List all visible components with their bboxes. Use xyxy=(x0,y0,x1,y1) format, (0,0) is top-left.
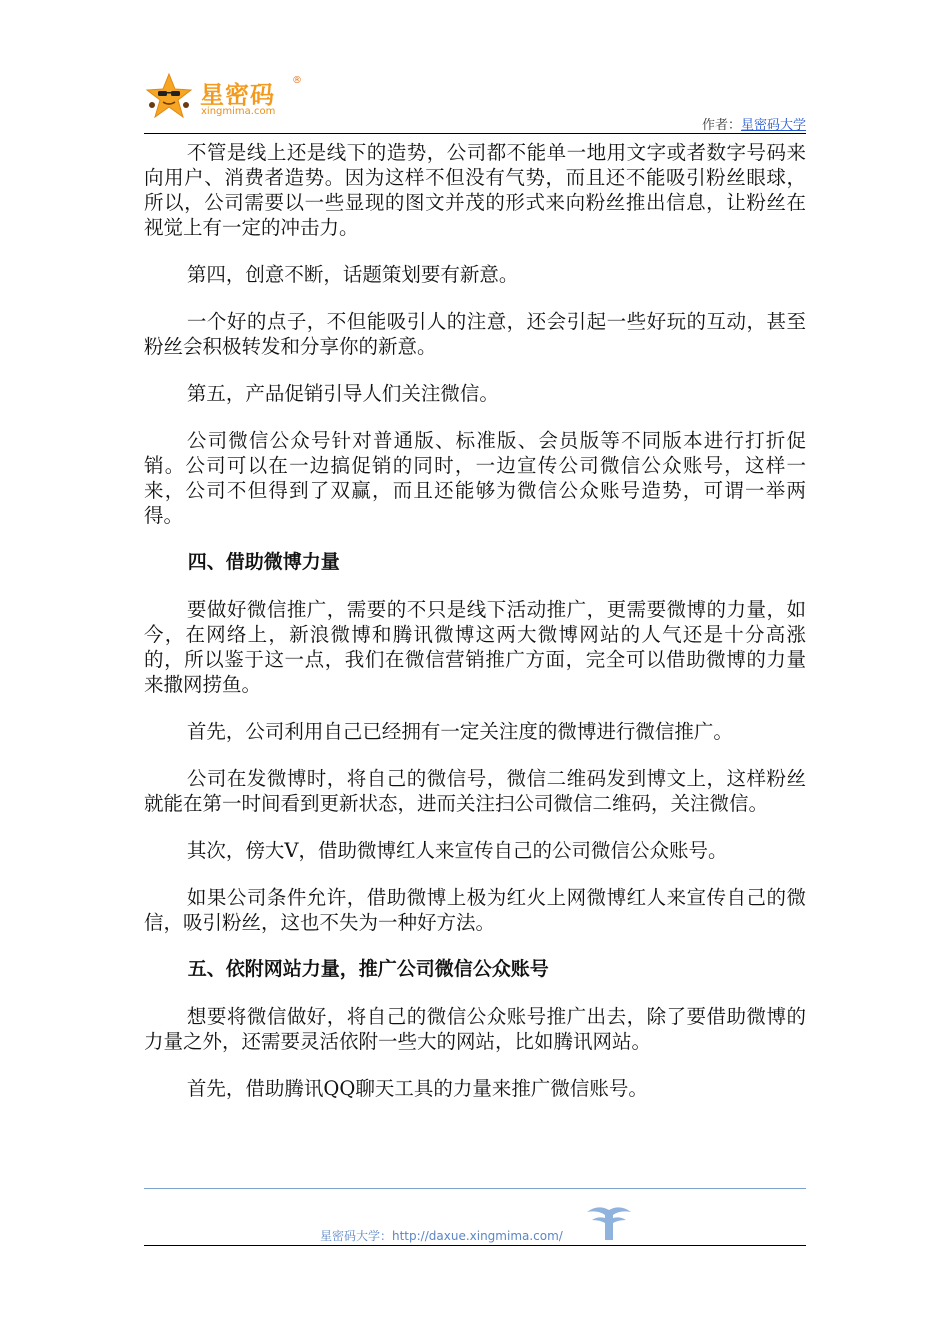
paragraph: 一个好的点子，不但能吸引人的注意，还会引起一些好玩的互动，甚至粉丝会积极转发和分享你的新意。 xyxy=(144,310,806,358)
paragraph: 第四，创意不断，话题策划要有新意。 xyxy=(186,263,519,286)
paragraph: 不管是线上还是线下的造势，公司都不能单一地用文字或者数字号码来向用户、消费者造势。因为这样不但没有气势，而且还不能吸引粉丝眼球，所以，公司需要以一些显现的图文并茂的形式来向粉丝推出信息，让粉丝在视觉上有一定的冲击力。 xyxy=(144,141,806,239)
paragraph: 第五，产品促销引导人们关注微信。 xyxy=(186,382,499,405)
page-header xyxy=(144,66,806,132)
brand-domain: xingmima.com xyxy=(201,106,276,117)
registered-mark: ® xyxy=(292,75,302,86)
article-body xyxy=(144,140,806,1123)
paragraph: 首先，借助腾讯QQ聊天工具的力量来推广微信账号。 xyxy=(186,1077,648,1100)
paragraph: 公司微信公众号针对普通版、标准版、会员版等不同版本进行打折促销。公司可以在一边搞促销的同时，一边宣传公司微信公众账号，这样一来，公司不但得到了双赢，而且还能够为微信公众账号造势，可谓一举两得。 xyxy=(144,429,806,527)
author-link[interactable]: 星密码大学 xyxy=(740,118,806,133)
paragraph: 如果公司条件允许，借助微博上极为红火上网微博红人来宣传自己的微信，吸引粉丝，这也不失为一种好方法。 xyxy=(144,886,806,934)
footer-divider-bottom xyxy=(144,1245,806,1246)
brand-name: 星密码 xyxy=(200,81,275,109)
section-heading: 五、依附网站力量，推广公司微信公众账号 xyxy=(187,958,549,980)
brand-logo xyxy=(144,72,314,122)
paragraph: 要做好微信推广，需要的不只是线下活动推广，更需要微博的力量，如今，在网络上，新浪微博和腾讯微博这两大微博网站的人气还是十分高涨的，所以鉴于这一点，我们在微信营销推广方面，完全可以借助微博的力量来撒网捞鱼。 xyxy=(144,598,806,696)
bird-watermark-icon xyxy=(584,1200,634,1242)
paragraph: 公司在发微博时，将自己的微信号，微信二维码发到博文上，这样粉丝就能在第一时间看到更新状态，进而关注扫公司微信二维码，关注微信。 xyxy=(144,767,806,815)
author-label: 作者： xyxy=(701,118,741,133)
paragraph: 其次，傍大V，借助微博红人来宣传自己的公司微信公众账号。 xyxy=(186,839,728,862)
author-line xyxy=(702,114,806,133)
footer-url: 星密码大学：http://daxue.xingmima.com/ xyxy=(320,1229,563,1243)
section-heading: 四、借助微博力量 xyxy=(187,551,340,573)
star-mascot-icon xyxy=(144,72,194,122)
paragraph: 首先，公司利用自己已经拥有一定关注度的微博进行微信推广。 xyxy=(186,720,733,743)
paragraph: 想要将微信做好，将自己的微信公众账号推广出去，除了要借助微博的力量之外，还需要灵活依附一些大的网站，比如腾讯网站。 xyxy=(144,1005,806,1053)
header-divider xyxy=(144,133,806,134)
footer-divider-top xyxy=(144,1188,806,1189)
